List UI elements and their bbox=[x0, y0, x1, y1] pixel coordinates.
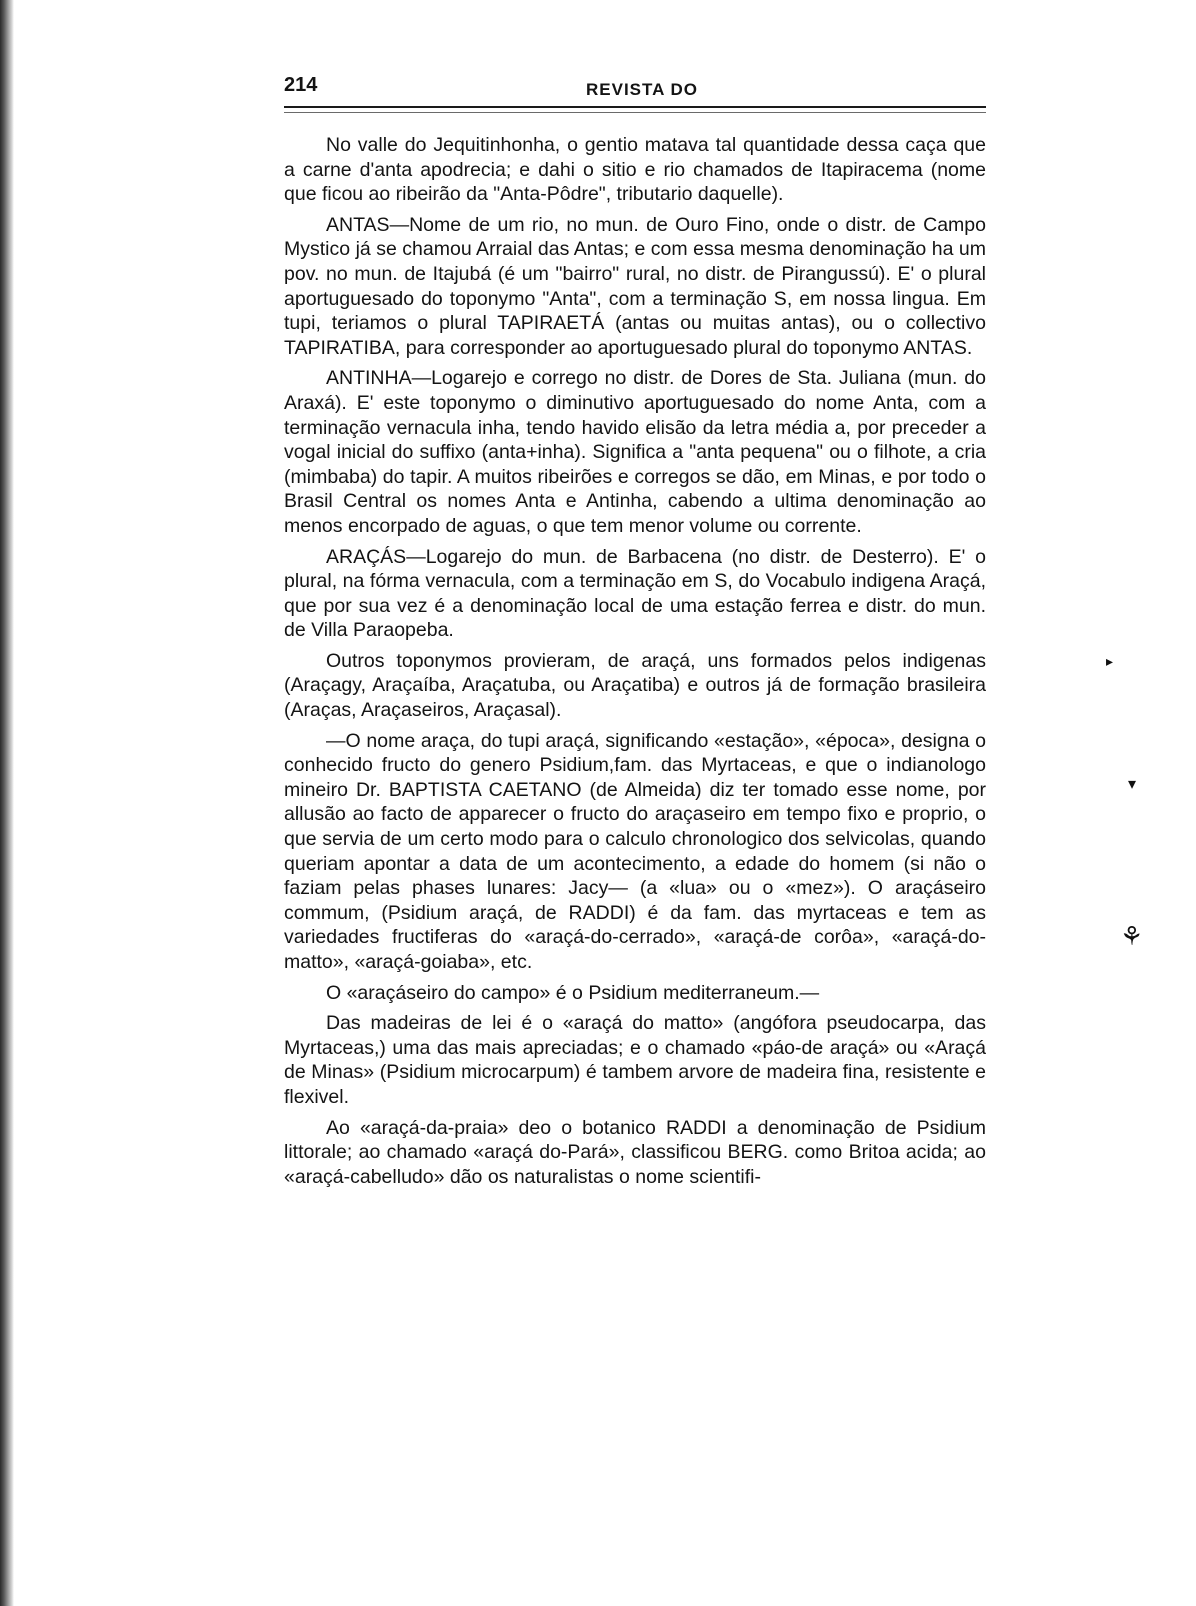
margin-mark: ⚘ bbox=[1120, 922, 1144, 952]
paragraph-aracaseiro-campo: O «araçáseiro do campo» é o Psidium mediterraneum.— bbox=[326, 981, 820, 1004]
running-header bbox=[284, 70, 986, 100]
paragraph-outros-toponymos: Outros toponymos provieram, de araçá, uns formados pelos indigenas (Araçagy, Araçaíba, Araçatuba, ou Araçatiba) e outros já de formação brasileira (Araças, Araçaseiros, Araçasal). bbox=[284, 649, 986, 722]
running-title: REVISTA DO bbox=[586, 80, 699, 99]
margin-mark: ▸ bbox=[1106, 654, 1114, 670]
scan-binding-edge bbox=[0, 0, 14, 1606]
body-text bbox=[284, 133, 986, 1189]
page-number: 214 bbox=[284, 74, 318, 96]
entry-aracas: ARAÇÁS—Logarejo do mun. de Barbacena (no distr. de Desterro). E' o plural, na fórma vernacula, com a terminação em S, do Vocabulo indigena Araçá, que por sua vez é a denominação local de uma estação ferrea e distr. do mun. de Villa Paraopeba. bbox=[284, 545, 986, 642]
paragraph-madeiras-de-lei: Das madeiras de lei é o «araçá do matto» (angófora pseudocarpa, das Myrtaceas,) uma das mais apreciadas; e o chamado «páo-de araçá» ou «Araçá de Minas» (Psidium microcarpum) é tambem arvore de madeira fina, resistente e flexivel. bbox=[284, 1012, 986, 1108]
paragraph-araca-da-praia: Ao «araçá-da-praia» deo o botanico RADDI a denominação de Psidium littorale; ao chamado «araçá do-Pará», classificou BERG. como Britoa acida; ao «araçá-cabelludo» dão os naturalistas o nome scientifi- bbox=[284, 1116, 986, 1188]
paragraph-jequitinhonha: No valle do Jequitinhonha, o gentio matava tal quantidade dessa caça que a carne d'anta apodrecia; e dahi o sitio e rio chamados de Itapiracema (nome que ficou ao ribeirão da "Anta-Pôdre", tributario daquelle). bbox=[284, 134, 986, 206]
header-rule bbox=[284, 106, 986, 113]
entry-antinha: ANTINHA—Logarejo e corrego no distr. de Dores de Sta. Juliana (mun. do Araxá). E' este toponymo o diminutivo aportuguesado do nome Anta, com a terminação vernacula inha, tendo havido elisão da letra média a, por preceder a vogal inicial do suffixo (anta+inha). Significa a "anta pequena" ou o filhote, a cria (mimbaba) do tapir. A muitos ribeirões e corregos se dão, em Minas, e por todo o Brasil Central os nomes Anta e Antinha, cabendo a ultima denominação ao menos encorpado de aguas, o que tem menor volume ou corrente. bbox=[284, 367, 986, 537]
entry-antas: ANTAS—Nome de um rio, no mun. de Ouro Fino, onde o distr. de Campo Mystico já se chamou Arraial das Antas; e com essa mesma denominação ha um pov. no mun. de Itajubá (é um "bairro" rural, no distr. de Pirangussú). E' o plural aportuguesado do toponymo "Anta", com a terminação S, em nossa lingua. Em tupi, teriamos o plural TAPIRAETÁ (antas ou muitas antas), ou o collectivo TAPIRATIBA, para corresponder ao aportuguesado plural do toponymo ANTAS. bbox=[284, 213, 986, 359]
paragraph-nome-araca: —O nome araça, do tupi araçá, significando «estação», «época», designa o conhecido fructo do genero Psidium,fam. das Myrtaceas, e que o indianologo mineiro Dr. BAPTISTA CAETANO (de Almeida) diz ter tomado esse nome, por allusão ao facto de apparecer o fructo do araçaseiro em tempo fixo e proprio, o que servia de um certo modo para o calculo chronologico dos selvicolas, quando queriam apontar a data de um acontecimento, a edade do homem (si não o faziam pelas phases lunares: Jacy— (a «lua» ou o «mez»). O araçáseiro commum, (Psidium araçá, de RADDI) é da fam. das myrtaceas e tem as variedades fructiferas do «araçá-do-cerrado», «araçá-de corôa», «araçá-do-matto», «araçá-goiaba», etc. bbox=[284, 729, 986, 973]
margin-mark: ▾ bbox=[1128, 774, 1137, 793]
book-page bbox=[284, 70, 986, 1195]
